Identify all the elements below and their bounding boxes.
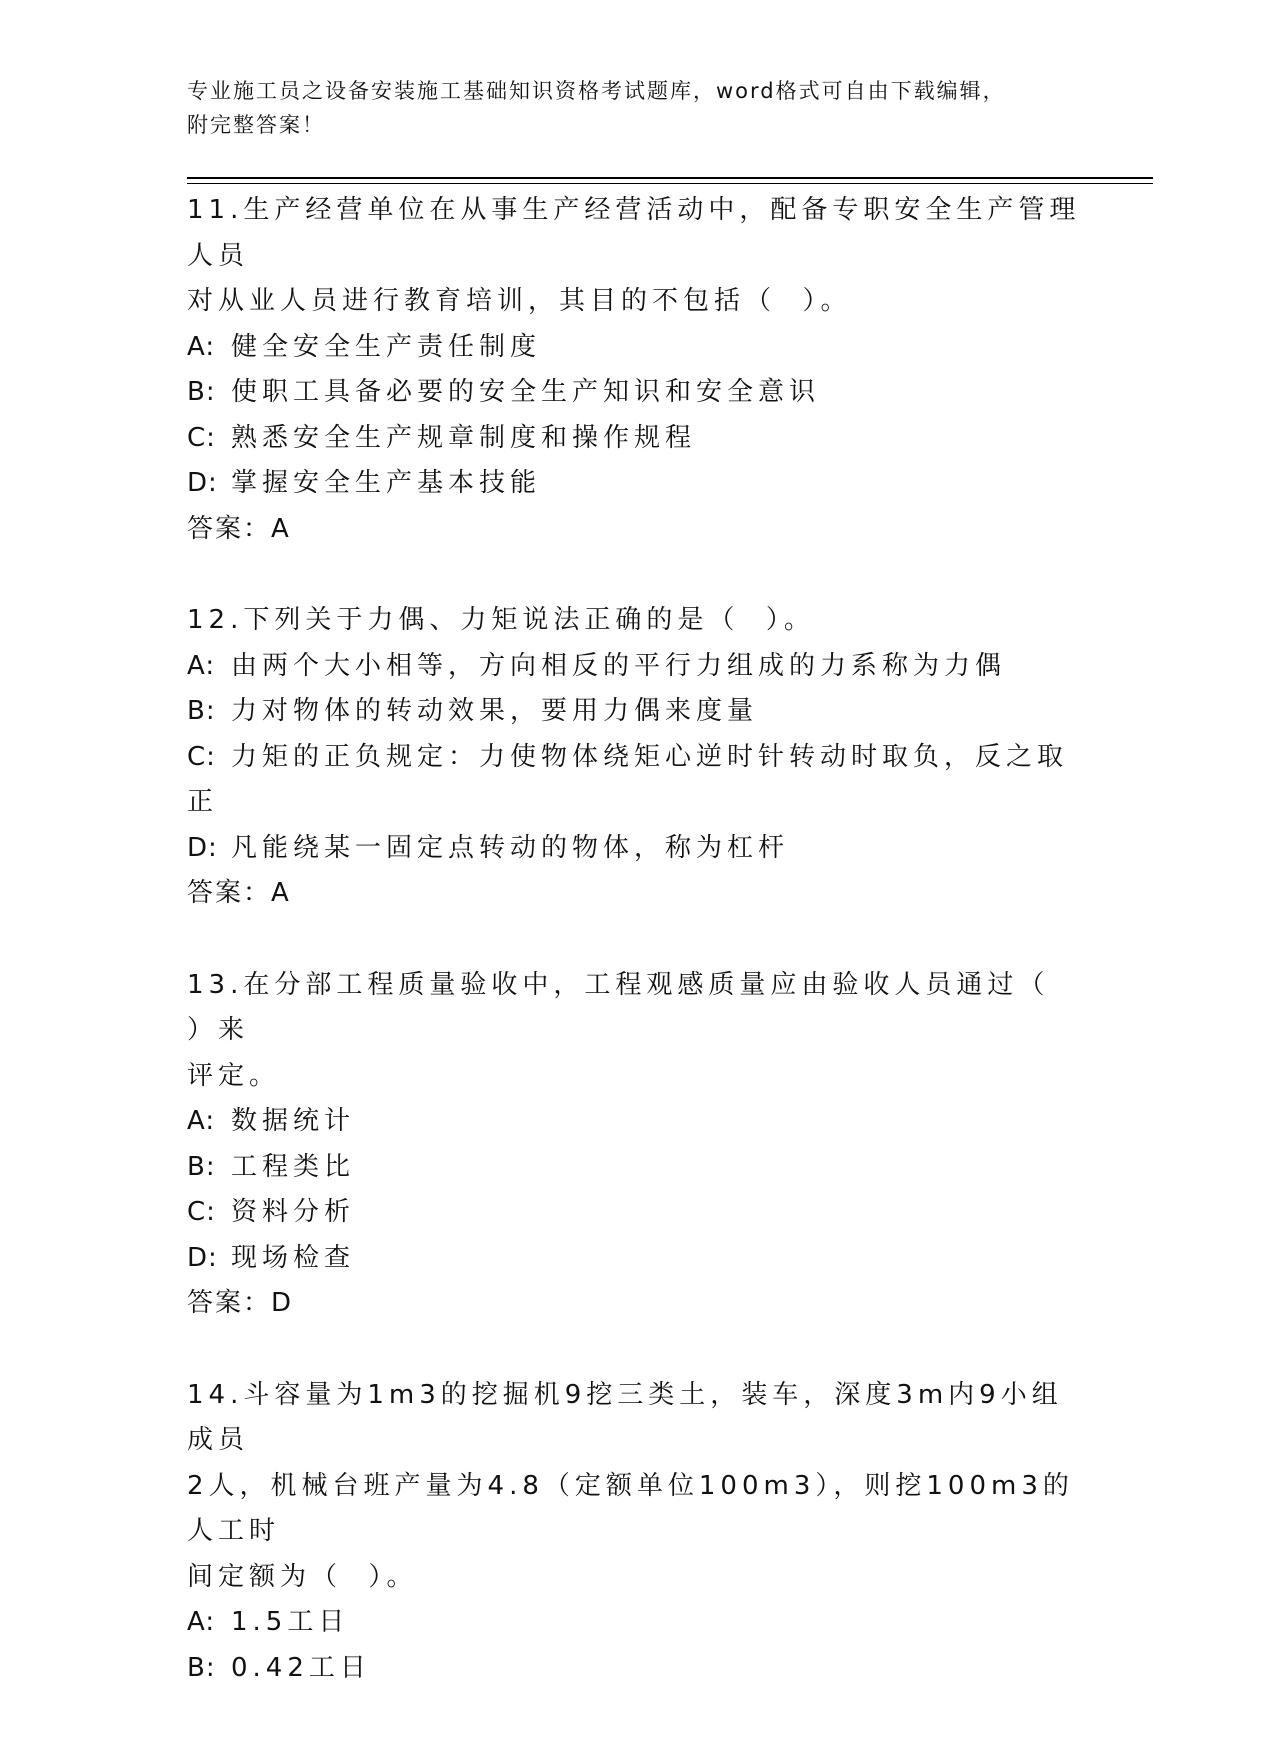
header-divider-thick [187, 177, 1153, 179]
question-stem-line: 14.斗容量为1m3的挖掘机9挖三类土，装车，深度3m内9小组成员 [187, 1379, 1063, 1455]
answer-label: 答案： [187, 878, 272, 908]
answer-line [187, 871, 1087, 917]
option-text: 数据统计 [231, 1106, 356, 1136]
question-stem-line: 11.生产经营单位在从事生产经营活动中，配备专职安全生产管理人员 [187, 195, 1081, 271]
option-label: A: [187, 1607, 216, 1637]
option-text: 1.5工日 [231, 1607, 350, 1637]
answer-option [187, 325, 1087, 371]
answer-option [187, 1099, 1087, 1145]
answer-option [187, 826, 1087, 872]
question-block [187, 598, 1087, 917]
answer-option [187, 1190, 1087, 1236]
option-text: 力对物体的转动效果，要用力偶来度量 [231, 696, 759, 726]
option-text: 力矩的正负规定：力使物体绕矩心逆时针转动时取负，反之取正 [187, 741, 1069, 817]
option-label: D: [187, 468, 218, 498]
option-text: 熟悉安全生产规章制度和操作规程 [231, 422, 697, 453]
question-list [187, 188, 1087, 1737]
answer-option [187, 1646, 1087, 1692]
option-text: 资料分析 [231, 1197, 356, 1227]
option-label: C: [187, 741, 216, 772]
question-stem-line: 间定额为（ ）。 [187, 1561, 418, 1592]
answer-label: 答案： [187, 1288, 272, 1318]
option-text: 使职工具备必要的安全生产知识和安全意识 [231, 377, 821, 407]
question-stem-line: 评定。 [187, 1060, 281, 1091]
option-text: 0.42工日 [231, 1652, 371, 1683]
answer-value: A [271, 878, 291, 908]
option-text: 工程类比 [231, 1151, 356, 1182]
question-stem-line: 对从业人员进行教育培训，其目的不包括（ ）。 [187, 286, 852, 316]
option-label: D: [187, 832, 218, 863]
option-label: B: [187, 696, 216, 726]
document-header [187, 74, 1067, 142]
question-stem-line: 13.在分部工程质量验收中，工程观感质量应由验收人员通过（ ）来 [187, 969, 1076, 1045]
question-stem-line: 12.下列关于力偶、力矩说法正确的是（ ）。 [187, 605, 815, 635]
header-line-1: 专业施工员之设备安装施工基础知识资格考试题库，word格式可自由下载编辑， [187, 79, 1006, 103]
option-label: A: [187, 650, 216, 681]
option-text: 健全安全生产责任制度 [231, 331, 542, 362]
question-block [187, 963, 1087, 1327]
option-label: B: [187, 377, 216, 407]
answer-line [187, 507, 1087, 553]
answer-value: D [271, 1288, 294, 1318]
option-label: C: [187, 422, 216, 453]
answer-value: A [271, 513, 291, 544]
answer-label: 答案： [187, 513, 272, 544]
option-text: 凡能绕某一固定点转动的物体，称为杠杆 [231, 832, 790, 863]
option-label: A: [187, 1106, 216, 1136]
question-block [187, 1373, 1087, 1692]
option-label: A: [187, 331, 216, 362]
option-label: C: [187, 1197, 216, 1227]
answer-option [187, 735, 1087, 826]
option-text: 掌握安全生产基本技能 [231, 468, 542, 498]
answer-option [187, 461, 1087, 507]
answer-option [187, 1236, 1087, 1282]
question-stem-line: 2人，机械台班产量为4.8（定额单位100m3），则挖100m3的人工时 [187, 1470, 1074, 1546]
question-block [187, 188, 1087, 552]
option-label: B: [187, 1151, 216, 1182]
option-label: B: [187, 1652, 216, 1683]
answer-option [187, 1145, 1087, 1191]
option-text: 由两个大小相等，方向相反的平行力组成的力系称为力偶 [231, 650, 1007, 681]
answer-option [187, 644, 1087, 690]
answer-option [187, 370, 1087, 416]
option-label: D: [187, 1242, 218, 1273]
answer-option [187, 416, 1087, 462]
answer-option [187, 689, 1087, 735]
header-line-2: 附完整答案！ [187, 113, 325, 137]
answer-option [187, 1600, 1087, 1646]
answer-line [187, 1281, 1087, 1327]
header-divider-thin [187, 183, 1153, 184]
option-text: 现场检查 [231, 1242, 356, 1273]
